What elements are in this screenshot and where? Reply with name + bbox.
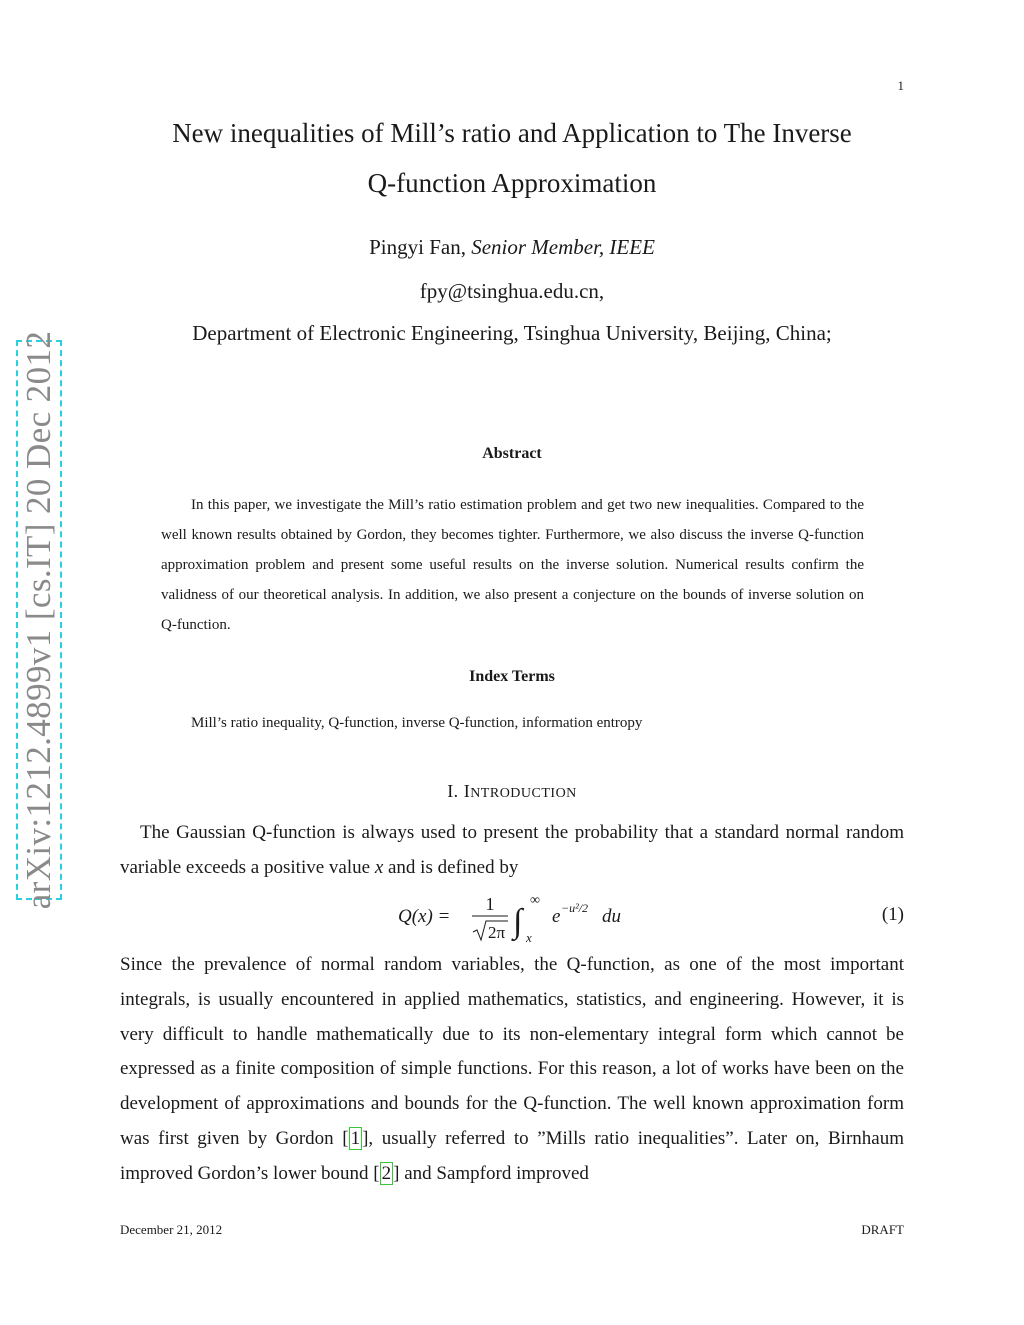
author-line — [120, 235, 904, 260]
integral-lower-limit: x — [526, 930, 532, 945]
intro-paragraph-2 — [120, 948, 904, 1192]
section-number: I. — [447, 781, 459, 801]
equation-lhs: Q(x) = — [398, 906, 451, 927]
intro-p2-part3: ] and Sampford improved — [393, 1162, 589, 1184]
integral-upper-limit: ∞ — [530, 893, 540, 908]
section-title-rest: NTRODUCTION — [470, 786, 577, 801]
equation-q-function — [380, 884, 640, 948]
author-affiliation: Department of Electronic Engineering, Tsinghua University, Beijing, China; — [192, 321, 832, 345]
arxiv-stamp-text: arXiv:1212.4899v1 [cs.IT] 20 Dec 2012 — [19, 330, 58, 910]
abstract-text: In this paper, we investigate the Mill’s ratio estimation problem and get two new inequalities. Compared to the well known results obtained by Gordon, they becomes tighter. Furthermore, we also discuss the inverse Q-function approximation problem and present some useful results on the inverse solution. Numerical results confirm the validness of our theoretical analysis. In addition, we also present a conjecture on the bounds of inverse solution on Q-function. — [161, 497, 864, 633]
citation-link-2[interactable]: 2 — [381, 1162, 392, 1184]
footer-draft-label: DRAFT — [861, 1222, 904, 1237]
equation-numerator: 1 — [485, 894, 495, 914]
intro-p2-part1: Since the prevalence of normal random variables, the Q-function, as one of the most important integrals, is usually encountered in applied mathematics, statistics, and engineering. However, it is very difficult to handle mathematically due to its non-elementary integral form which cannot be expressed as a finite composition of simple functions. For this reason, a lot of works have been on the development of approximations and bounds for the Q-function. The well known approximation form was first given by Gordon [ — [120, 954, 904, 1149]
integral-sign: ∫ — [513, 903, 523, 940]
equation-denominator: 2π — [488, 923, 506, 942]
intro-p2-part2: ], usually referred to ”Mills ratio inequalities”. Later on, Birnhaum improved Gordon’s lower bound [ — [120, 1127, 904, 1184]
author-email: fpy@tsinghua.edu.cn, — [419, 279, 605, 303]
paper-title-line-2: Q-function Approximation — [367, 168, 657, 198]
arxiv-stamp — [16, 330, 62, 910]
intro-p1-before: The Gaussian Q-function is always used to present the probability that a standard normal random variable exceeds a positive value — [120, 822, 904, 878]
integrand-base: e — [552, 906, 561, 927]
index-terms-heading: Index Terms — [469, 668, 555, 685]
integrand-differential: du — [602, 906, 621, 927]
citation-link-1[interactable]: 1 — [350, 1127, 361, 1149]
index-terms-text: Mill’s ratio inequality, Q-function, inverse Q-function, information entropy — [191, 715, 643, 731]
abstract-heading: Abstract — [482, 445, 542, 462]
author-name: Pingyi Fan, — [369, 235, 472, 259]
footer-date: December 21, 2012 — [120, 1222, 223, 1237]
author-role: Senior Member, IEEE — [471, 235, 655, 259]
paper-title-line-1: New inequalities of Mill’s ratio and Application to The Inverse — [172, 118, 852, 148]
intro-p1-variable: x — [374, 856, 384, 878]
equation-number: (1) — [881, 904, 904, 925]
integrand-exponent: −u²/2 — [561, 901, 589, 915]
intro-p1-after: and is defined by — [383, 856, 519, 878]
section-title-initial: I — [463, 781, 471, 801]
intro-paragraph-1 — [120, 816, 904, 886]
page-number: 1 — [897, 78, 904, 93]
section-heading — [120, 781, 904, 802]
